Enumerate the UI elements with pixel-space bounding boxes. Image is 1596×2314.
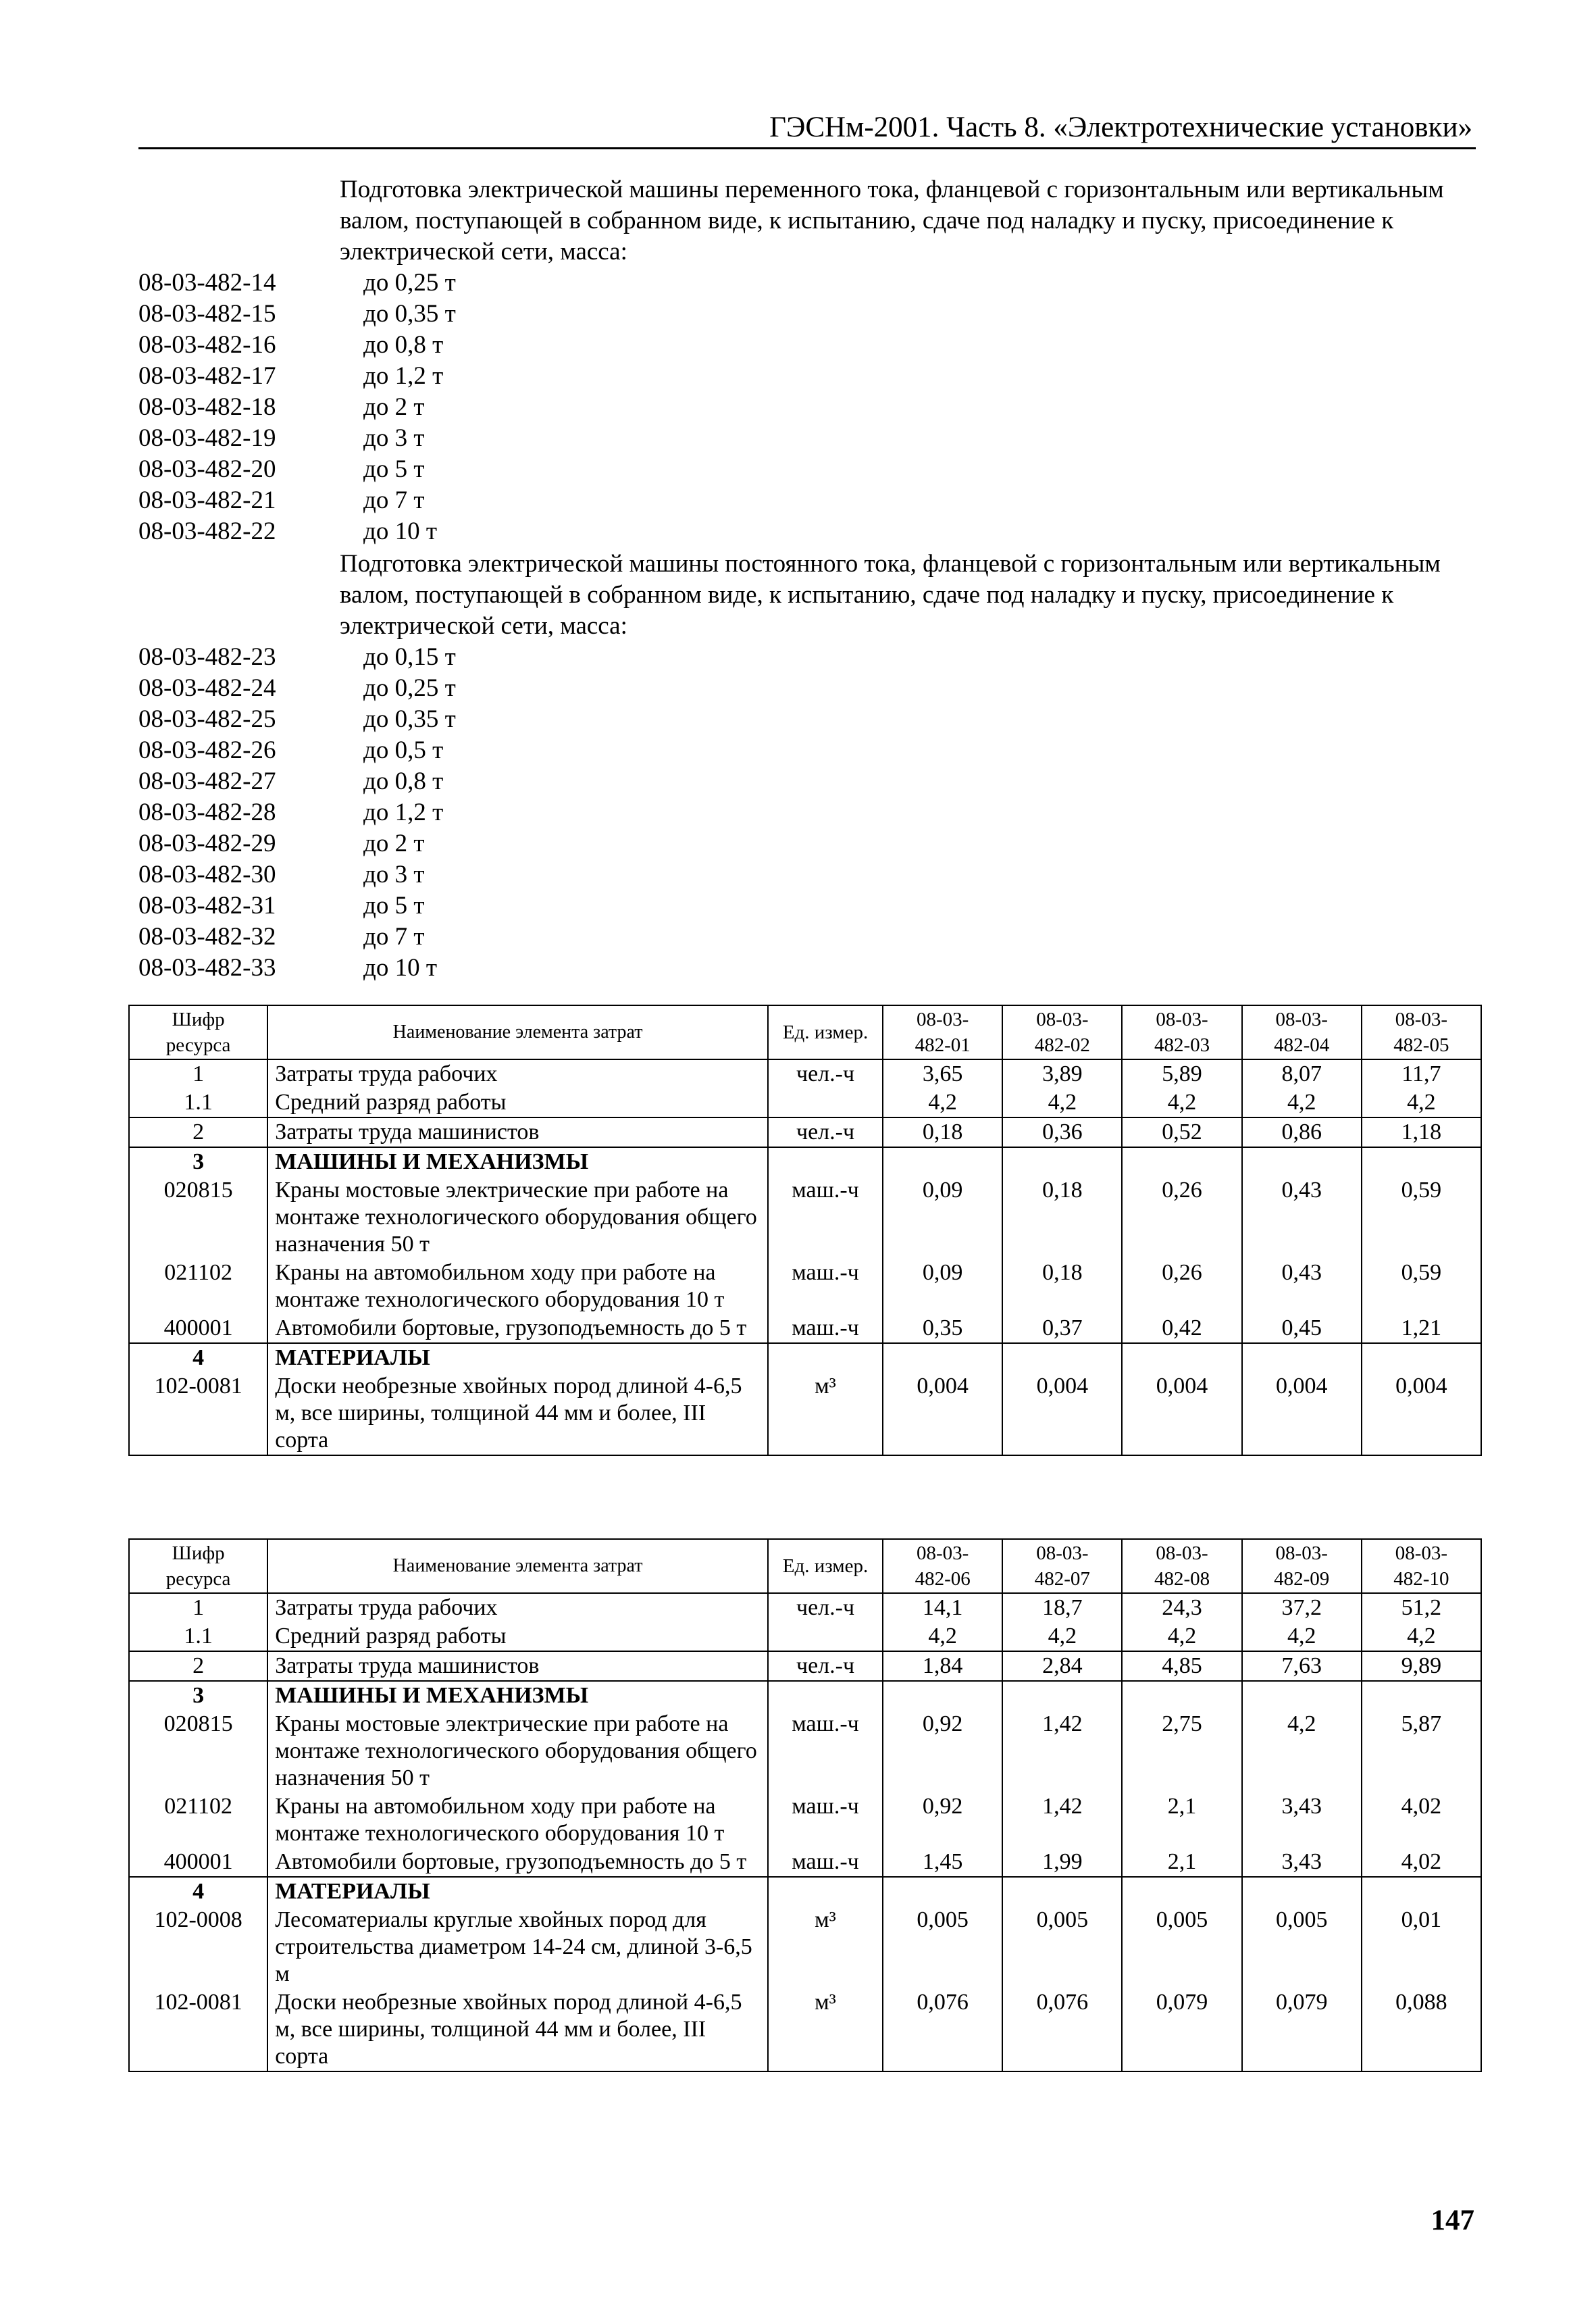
norm-value: 3,65 [883,1059,1002,1088]
group-row [129,1147,1481,1176]
norm-description: до 0,35 т [363,705,456,733]
element-name: Краны на автомобильном ходу при работе на монтаже технологического оборудования 10 т [267,1792,768,1848]
empty-cell [883,1877,1002,1906]
norm-value: 3,89 [1002,1059,1122,1088]
norm-value: 4,02 [1362,1792,1481,1848]
norm-value: 4,85 [1122,1651,1241,1681]
code-list-item [138,735,1476,766]
norm-value: 0,004 [1362,1372,1481,1455]
code-list-item [138,423,1476,454]
unit: чел.-ч [768,1059,883,1088]
norm-value: 0,004 [883,1372,1002,1455]
group-code: 4 [129,1877,267,1906]
empty-cell [1002,1681,1122,1710]
norm-value: 0,36 [1002,1117,1122,1147]
group-row [129,1877,1481,1906]
norm-value: 3,43 [1242,1848,1362,1877]
code-list-item [138,828,1476,859]
norm-description: до 0,25 т [363,674,456,702]
section-intro: Подготовка электрической машины постоянного тока, фланцевой с горизонтальным или вертикальным валом, поступающей в собранном виде, к испытанию, сдаче под наладку и пуску, присоединение к электрической сети, масса: [340,550,1441,640]
table-row [129,1314,1481,1343]
norm-code: 08-03-482-21 [138,486,276,514]
section-dc-machines [138,549,1476,984]
code-list-item [138,485,1476,516]
norm-value: 2,1 [1122,1848,1241,1877]
norm-column-header: 08-03- 482-07 [1002,1539,1122,1593]
norm-value: 1,84 [883,1651,1002,1681]
norm-code: 08-03-482-17 [138,362,276,390]
norm-value: 1,42 [1002,1792,1122,1848]
unit: маш.-ч [768,1259,883,1314]
norm-value: 24,3 [1122,1593,1241,1622]
group-title: МАТЕРИАЛЫ [267,1343,768,1372]
norm-column-header: 08-03- 482-09 [1242,1539,1362,1593]
norm-value: 4,2 [1362,1622,1481,1651]
resource-code: 1.1 [129,1622,267,1651]
code-list-item [138,516,1476,547]
norm-column-header: 08-03- 482-04 [1242,1005,1362,1059]
resource-code: 020815 [129,1710,267,1792]
resource-code-header: Шифр ресурса [129,1005,267,1059]
table-row [129,1848,1481,1877]
norm-value: 0,43 [1242,1259,1362,1314]
unit: маш.-ч [768,1314,883,1343]
norm-code: 08-03-482-26 [138,736,276,764]
norm-column-header: 08-03- 482-02 [1002,1005,1122,1059]
norm-value: 14,1 [883,1593,1002,1622]
unit: м³ [768,1372,883,1455]
section-intro: Подготовка электрической машины переменного тока, фланцевой с горизонтальным или вертикальным валом, поступающей в собранном виде, к испытанию, сдаче под наладку и пуску, присоединение к электрической сети, масса: [340,176,1444,266]
norm-value: 0,004 [1122,1372,1241,1455]
norm-description: до 5 т [363,455,425,483]
element-name: Краны мостовые электрические при работе на монтаже технологического оборудования общего назначения 50 т [267,1176,768,1259]
norm-description: до 10 т [363,518,437,545]
norm-column-header: 08-03- 482-10 [1362,1539,1481,1593]
table-row [129,1117,1481,1147]
empty-cell [1122,1343,1241,1372]
group-title: МАШИНЫ И МЕХАНИЗМЫ [267,1147,768,1176]
norm-value: 0,18 [883,1117,1002,1147]
empty-cell [883,1681,1002,1710]
unit [768,1622,883,1651]
norm-value: 4,2 [1242,1088,1362,1117]
element-name: Лесоматериалы круглые хвойных пород для строительства диаметром 14-24 см, длиной 3-6,5 м [267,1906,768,1988]
code-list-item [138,361,1476,392]
norm-value: 8,07 [1242,1059,1362,1088]
norm-value: 0,079 [1242,1988,1362,2071]
table-row [129,1710,1481,1792]
norm-value: 4,2 [1002,1088,1122,1117]
norm-code: 08-03-482-14 [138,269,276,297]
code-list-item [138,642,1476,673]
code-list-item [138,704,1476,735]
norm-description: до 7 т [363,486,425,514]
empty-cell [883,1343,1002,1372]
table-row [129,1792,1481,1848]
table-row [129,1059,1481,1088]
empty-cell [1002,1343,1122,1372]
resource-code: 102-0081 [129,1988,267,2071]
norm-value: 1,42 [1002,1710,1122,1792]
unit: чел.-ч [768,1117,883,1147]
norm-value: 0,09 [883,1176,1002,1259]
group-row [129,1681,1481,1710]
norm-value: 0,005 [1122,1906,1241,1988]
norm-value: 0,26 [1122,1176,1241,1259]
norm-value: 0,35 [883,1314,1002,1343]
norm-value: 37,2 [1242,1593,1362,1622]
norm-value: 18,7 [1002,1593,1122,1622]
page-number: 147 [1431,2205,1474,2236]
unit: маш.-ч [768,1176,883,1259]
norm-value: 0,18 [1002,1176,1122,1259]
norm-value: 0,076 [1002,1988,1122,2071]
unit [768,1088,883,1117]
empty-cell [1362,1681,1481,1710]
norm-value: 4,2 [1362,1088,1481,1117]
norm-value: 4,2 [883,1088,1002,1117]
header-rule [138,147,1476,149]
code-list-item [138,454,1476,485]
code-list-item [138,890,1476,922]
norm-value: 0,26 [1122,1259,1241,1314]
code-list-item [138,392,1476,423]
element-name: Краны мостовые электрические при работе на монтаже технологического оборудования общего назначения 50 т [267,1710,768,1792]
resource-code: 1.1 [129,1088,267,1117]
code-list-item [138,922,1476,953]
norm-column-header: 08-03- 482-05 [1362,1005,1481,1059]
element-name: Автомобили бортовые, грузоподъемность до 5 т [267,1848,768,1877]
norm-value: 0,079 [1122,1988,1241,2071]
group-title: МАТЕРИАЛЫ [267,1877,768,1906]
norm-value: 0,18 [1002,1259,1122,1314]
running-header: ГЭСНм-2001. Часть 8. «Электротехнические установки» [769,111,1472,143]
resource-code: 1 [129,1593,267,1622]
resource-code-header: Шифр ресурса [129,1539,267,1593]
norm-value: 0,005 [1002,1906,1122,1988]
norm-description: до 0,15 т [363,643,456,671]
element-name: Средний разряд работы [267,1088,768,1117]
resource-code: 102-0008 [129,1906,267,1988]
code-list [138,268,1476,547]
group-row [129,1343,1481,1372]
norm-value: 0,088 [1362,1988,1481,2071]
code-list-item [138,797,1476,828]
norm-code: 08-03-482-22 [138,518,276,545]
norm-value: 1,99 [1002,1848,1122,1877]
norm-description: до 1,2 т [363,799,444,826]
table-row [129,1088,1481,1117]
norm-description: до 0,8 т [363,331,444,359]
resource-code: 400001 [129,1314,267,1343]
norm-code: 08-03-482-16 [138,331,276,359]
resource-code: 102-0081 [129,1372,267,1455]
element-name: Доски необрезные хвойных пород длиной 4-6,5 м, все ширины, толщиной 44 мм и более, III сорта [267,1372,768,1455]
element-name: Доски необрезные хвойных пород длиной 4-6,5 м, все ширины, толщиной 44 мм и более, III сорта [267,1988,768,2071]
norm-value: 1,21 [1362,1314,1481,1343]
unit: чел.-ч [768,1651,883,1681]
element-name: Краны на автомобильном ходу при работе на монтаже технологического оборудования 10 т [267,1259,768,1314]
norm-value: 0,92 [883,1792,1002,1848]
norm-code: 08-03-482-19 [138,424,276,452]
resource-code: 021102 [129,1259,267,1314]
norm-description: до 3 т [363,861,425,888]
norm-code: 08-03-482-32 [138,923,276,951]
norm-value: 9,89 [1362,1651,1481,1681]
empty-cell [768,1681,883,1710]
code-list-item [138,268,1476,299]
empty-cell [768,1343,883,1372]
norm-column-header: 08-03- 482-03 [1122,1005,1241,1059]
norm-code: 08-03-482-25 [138,705,276,733]
table-row [129,1622,1481,1651]
unit: м³ [768,1906,883,1988]
norm-value: 4,2 [1122,1088,1241,1117]
norm-code: 08-03-482-33 [138,954,276,982]
resource-code: 2 [129,1117,267,1147]
norm-value: 4,2 [1122,1622,1241,1651]
code-list-item [138,299,1476,330]
element-name-header: Наименование элемента затрат [267,1005,768,1059]
empty-cell [883,1147,1002,1176]
norm-description: до 3 т [363,424,425,452]
norm-value: 2,84 [1002,1651,1122,1681]
norm-code: 08-03-482-23 [138,643,276,671]
norm-code: 08-03-482-30 [138,861,276,888]
norm-value: 0,86 [1242,1117,1362,1147]
empty-cell [1362,1343,1481,1372]
element-name-header: Наименование элемента затрат [267,1539,768,1593]
code-list-item [138,330,1476,361]
norm-value: 0,92 [883,1710,1002,1792]
group-code: 3 [129,1147,267,1176]
element-name: Затраты труда машинистов [267,1651,768,1681]
empty-cell [1242,1877,1362,1906]
norm-code: 08-03-482-27 [138,768,276,795]
element-name: Затраты труда рабочих [267,1059,768,1088]
table-header-row [129,1005,1481,1059]
resource-code: 020815 [129,1176,267,1259]
empty-cell [1002,1147,1122,1176]
norm-value: 0,37 [1002,1314,1122,1343]
code-list-item [138,673,1476,704]
resource-code: 1 [129,1059,267,1088]
norm-value: 0,005 [1242,1906,1362,1988]
empty-cell [1362,1147,1481,1176]
norm-value: 2,1 [1122,1792,1241,1848]
norm-value: 11,7 [1362,1059,1481,1088]
norm-code: 08-03-482-24 [138,674,276,702]
norm-value: 3,43 [1242,1792,1362,1848]
norm-value: 0,45 [1242,1314,1362,1343]
code-list-item [138,766,1476,797]
norm-value: 0,005 [883,1906,1002,1988]
table-row [129,1651,1481,1681]
table-row [129,1593,1481,1622]
table-row [129,1259,1481,1314]
group-title: МАШИНЫ И МЕХАНИЗМЫ [267,1681,768,1710]
norm-description: до 2 т [363,393,425,421]
norm-value: 0,004 [1002,1372,1122,1455]
empty-cell [1122,1147,1241,1176]
norm-code: 08-03-482-18 [138,393,276,421]
element-name: Затраты труда рабочих [267,1593,768,1622]
norm-value: 5,87 [1362,1710,1481,1792]
norm-code: 08-03-482-31 [138,892,276,920]
norm-description: до 2 т [363,830,425,857]
empty-cell [1122,1681,1241,1710]
norm-value: 4,2 [1242,1710,1362,1792]
element-name: Средний разряд работы [267,1622,768,1651]
norm-code: 08-03-482-29 [138,830,276,857]
norm-value: 0,42 [1122,1314,1241,1343]
unit: маш.-ч [768,1710,883,1792]
norm-description: до 0,8 т [363,768,444,795]
norm-value: 0,59 [1362,1259,1481,1314]
table-row [129,1176,1481,1259]
unit-header: Ед. измер. [768,1005,883,1059]
norm-description: до 10 т [363,954,437,982]
norm-description: до 0,25 т [363,269,456,297]
norm-value: 0,43 [1242,1176,1362,1259]
empty-cell [1242,1681,1362,1710]
element-name: Автомобили бортовые, грузоподъемность до 5 т [267,1314,768,1343]
norm-column-header: 08-03- 482-01 [883,1005,1002,1059]
norm-column-header: 08-03- 482-06 [883,1539,1002,1593]
norm-value: 4,2 [1002,1622,1122,1651]
norm-description: до 0,35 т [363,300,456,328]
empty-cell [768,1147,883,1176]
table-row [129,1988,1481,2071]
element-name: Затраты труда машинистов [267,1117,768,1147]
norm-value: 7,63 [1242,1651,1362,1681]
norm-value: 4,2 [883,1622,1002,1651]
unit: маш.-ч [768,1848,883,1877]
section-ac-machines [138,174,1476,547]
group-code: 3 [129,1681,267,1710]
norm-table-1 [128,1005,1482,1456]
norm-value: 0,52 [1122,1117,1241,1147]
norm-value: 0,004 [1242,1372,1362,1455]
norm-value: 5,89 [1122,1059,1241,1088]
table-header-row [129,1539,1481,1593]
norm-code: 08-03-482-20 [138,455,276,483]
code-list-item [138,859,1476,890]
norm-value: 0,09 [883,1259,1002,1314]
empty-cell [1122,1877,1241,1906]
norm-value: 0,01 [1362,1906,1481,1988]
norm-code: 08-03-482-28 [138,799,276,826]
table-row [129,1372,1481,1455]
group-code: 4 [129,1343,267,1372]
norm-value: 4,2 [1242,1622,1362,1651]
unit-header: Ед. измер. [768,1539,883,1593]
norm-description: до 7 т [363,923,425,951]
norm-value: 4,02 [1362,1848,1481,1877]
code-list-item [138,953,1476,984]
norm-value: 1,18 [1362,1117,1481,1147]
empty-cell [1362,1877,1481,1906]
norm-description: до 5 т [363,892,425,920]
norm-value: 0,59 [1362,1176,1481,1259]
resource-code: 021102 [129,1792,267,1848]
resource-code: 400001 [129,1848,267,1877]
empty-cell [768,1877,883,1906]
unit: чел.-ч [768,1593,883,1622]
norm-column-header: 08-03- 482-08 [1122,1539,1241,1593]
code-list [138,642,1476,984]
norm-value: 1,45 [883,1848,1002,1877]
resource-code: 2 [129,1651,267,1681]
empty-cell [1002,1877,1122,1906]
empty-cell [1242,1147,1362,1176]
norm-table-2 [128,1538,1482,2072]
empty-cell [1242,1343,1362,1372]
norm-value: 51,2 [1362,1593,1481,1622]
table-row [129,1906,1481,1988]
norm-value: 2,75 [1122,1710,1241,1792]
norm-description: до 0,5 т [363,736,444,764]
norm-code: 08-03-482-15 [138,300,276,328]
norm-value: 0,076 [883,1988,1002,2071]
unit: маш.-ч [768,1792,883,1848]
unit: м³ [768,1988,883,2071]
norm-description: до 1,2 т [363,362,444,390]
